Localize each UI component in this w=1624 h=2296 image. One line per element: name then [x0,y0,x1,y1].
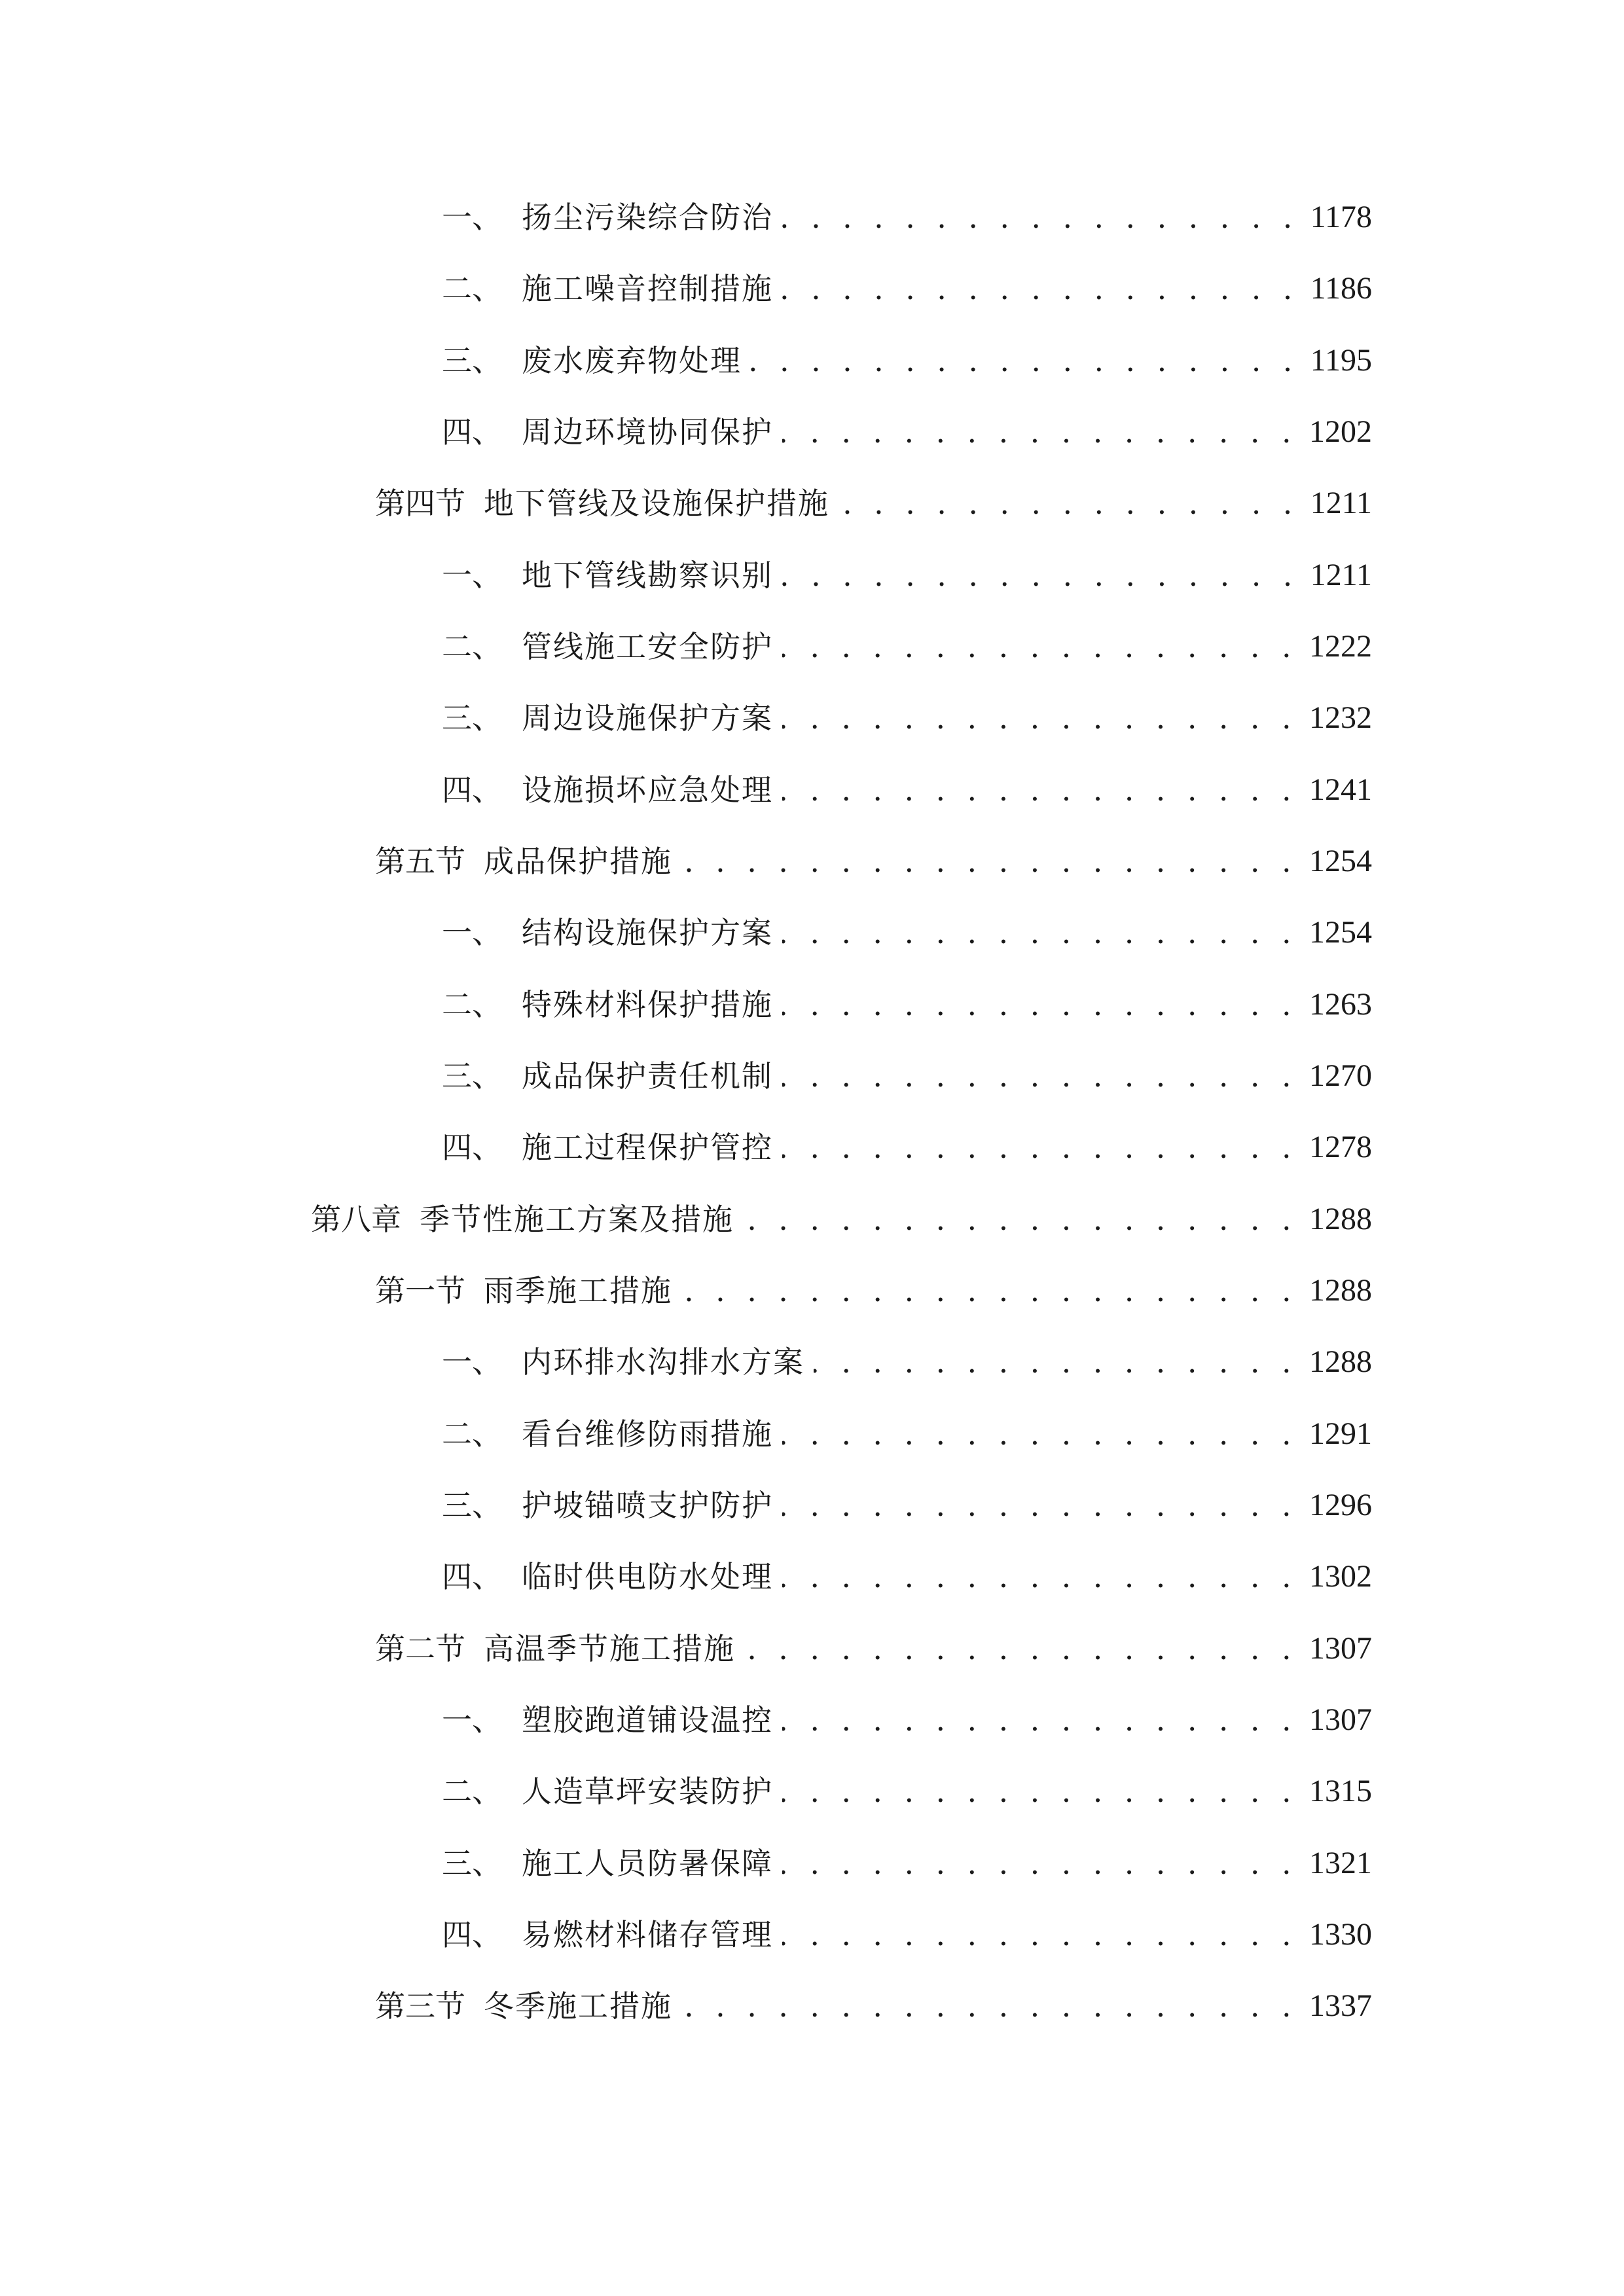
toc-entry[interactable] [442,266,1372,312]
toc-entry[interactable] [442,194,1372,240]
toc-entry-number: 四、 [442,1917,502,1952]
toc-entry-number: 三、 [442,343,502,378]
toc-dot-leader [744,1626,1297,1672]
toc-entry-title: 高温季节施工措施 [484,1631,735,1666]
toc-dot-leader [782,1053,1297,1099]
toc-entry-title: 施工人员防暑保障 [522,1846,773,1881]
toc-entry-page: 1270 [1309,1058,1372,1093]
toc-entry-number: 四、 [442,414,502,450]
toc-entry-page: 1321 [1309,1846,1372,1880]
toc-entry[interactable] [375,838,1372,884]
toc-dot-leader [782,1124,1297,1170]
toc-dot-leader [782,194,1299,240]
toc-entry-title: 易燃材料储存管理 [522,1917,773,1952]
toc-dot-leader [814,1339,1297,1385]
toc-dot-leader [782,910,1297,956]
toc-entry-title: 成品保护措施 [484,844,672,879]
toc-entry[interactable] [442,1411,1372,1457]
toc-entry-page: 1330 [1309,1917,1372,1952]
toc-entry-page: 1186 [1310,271,1372,306]
toc-entry-title: 周边环境协同保护 [522,414,773,450]
toc-entry-number: 二、 [442,271,502,306]
toc-entry[interactable] [442,338,1372,384]
toc-entry-title: 地下管线勘察识别 [522,558,773,593]
toc-entry[interactable] [442,910,1372,956]
toc-entry-page: 1278 [1309,1130,1372,1164]
toc-dot-leader [782,1411,1297,1457]
toc-entry-title: 特殊材料保护措施 [522,987,773,1022]
toc-entry-number: 一、 [442,1702,502,1738]
toc-dot-leader [782,1840,1297,1886]
toc-entry-number: 四、 [442,772,502,808]
toc-dot-leader [782,409,1297,455]
toc-entry-number: 二、 [442,1416,502,1452]
toc-entry-page: 1211 [1310,486,1372,520]
toc-dot-leader [782,1697,1297,1743]
toc-entry-title: 扬尘污染综合防治 [522,200,773,235]
toc-dot-leader [782,624,1297,670]
toc-entry-title: 地下管线及设施保护措施 [484,486,829,521]
toc-entry-number: 三、 [442,1846,502,1881]
toc-entry-number: 二、 [442,987,502,1022]
toc-entry[interactable] [442,624,1372,670]
toc-entry-page: 1254 [1309,915,1372,950]
toc-entry-title: 内环排水沟排水方案 [522,1344,804,1380]
toc-entry-number: 一、 [442,915,502,950]
toc-entry-title: 成品保护责任机制 [522,1058,773,1094]
toc-entry-page: 1291 [1309,1416,1372,1451]
toc-entry-title: 结构设施保护方案 [522,915,773,950]
toc-entry-page: 1254 [1309,844,1372,878]
toc-entry[interactable] [442,1912,1372,1958]
toc-entry-number: 第三节 [375,1988,465,2024]
toc-dot-leader [751,338,1299,384]
toc-entry[interactable] [442,1339,1372,1385]
toc-entry-page: 1222 [1309,629,1372,664]
toc-entry[interactable] [442,1840,1372,1886]
toc-entry-page: 1195 [1310,343,1372,378]
toc-dot-leader [782,1912,1297,1958]
toc-entry[interactable] [442,1124,1372,1170]
toc-entry[interactable] [442,1482,1372,1528]
toc-entry-page: 1288 [1309,1344,1372,1379]
toc-entry-number: 一、 [442,200,502,235]
toc-entry-page: 1288 [1309,1273,1372,1308]
toc-entry[interactable] [375,1983,1372,2029]
toc-dot-leader [782,266,1299,312]
toc-entry-page: 1296 [1309,1488,1372,1522]
toc-entry[interactable] [442,982,1372,1028]
toc-dot-leader [782,982,1297,1028]
toc-dot-leader [782,695,1297,741]
toc-dot-leader [681,1268,1297,1314]
toc-entry[interactable] [375,1268,1372,1314]
toc-entry-page: 1232 [1309,700,1372,735]
toc-entry-title: 雨季施工措施 [484,1273,672,1308]
toc-dot-leader [681,838,1297,884]
toc-entry-number: 三、 [442,1058,502,1094]
toc-dot-leader [782,1482,1297,1528]
toc-entry-page: 1315 [1309,1774,1372,1808]
toc-entry-number: 四、 [442,1559,502,1594]
toc-dot-leader [782,552,1299,598]
toc-entry[interactable] [442,767,1372,813]
toc-entry-title: 周边设施保护方案 [522,700,773,736]
toc-entry-title: 废水废弃物处理 [522,343,742,378]
toc-entry-page: 1202 [1309,414,1372,449]
toc-entry-number: 四、 [442,1130,502,1165]
toc-entry-page: 1288 [1309,1202,1372,1236]
toc-entry[interactable] [442,695,1372,741]
toc-entry-number: 第一节 [375,1273,465,1308]
toc-entry-number: 第八章 [311,1202,401,1237]
toc-entry-page: 1178 [1310,200,1372,234]
toc-entry[interactable] [442,1697,1372,1743]
toc-entry-title: 看台维修防雨措施 [522,1416,773,1452]
toc-entry-page: 1337 [1309,1988,1372,2023]
toc-dot-leader [782,1768,1297,1814]
toc-dot-leader [782,1554,1297,1600]
toc-entry-number: 一、 [442,1344,502,1380]
toc-entry-page: 1211 [1310,558,1372,592]
toc-entry-title: 季节性施工方案及措施 [420,1202,734,1237]
toc-entry-title: 施工噪音控制措施 [522,271,773,306]
toc-entry-title: 设施损坏应急处理 [522,772,773,808]
toc-entry-number: 三、 [442,1488,502,1523]
toc-entry-title: 管线施工安全防护 [522,629,773,664]
toc-dot-leader [743,1196,1297,1242]
toc-entry-title: 护坡锚喷支护防护 [522,1488,773,1523]
toc-dot-leader [839,480,1299,526]
toc-entry-title: 冬季施工措施 [484,1988,672,2024]
toc-entry-number: 第二节 [375,1631,465,1666]
toc-entry[interactable] [442,1053,1372,1099]
toc-entry-number: 三、 [442,700,502,736]
toc-entry-page: 1307 [1309,1631,1372,1666]
toc-entry-number: 第五节 [375,844,465,879]
toc-entry[interactable] [375,480,1372,526]
toc-entry-title: 临时供电防水处理 [522,1559,773,1594]
toc-dot-leader [681,1983,1297,2029]
toc-entry-page: 1307 [1309,1702,1372,1737]
toc-entry-page: 1263 [1309,987,1372,1022]
toc-entry[interactable] [311,1196,1372,1242]
toc-entry-number: 第四节 [375,486,465,521]
toc-dot-leader [782,767,1297,813]
toc-entry[interactable] [375,1626,1372,1672]
toc-entry[interactable] [442,1768,1372,1814]
toc-entry-page: 1241 [1309,772,1372,807]
toc-entry-number: 二、 [442,629,502,664]
toc-entry-page: 1302 [1309,1559,1372,1594]
toc-entry[interactable] [442,409,1372,455]
toc-entry-number: 二、 [442,1774,502,1809]
toc-entry[interactable] [442,1554,1372,1600]
toc-entry-title: 塑胶跑道铺设温控 [522,1702,773,1738]
toc-entry-title: 人造草坪安装防护 [522,1774,773,1809]
toc-entry-number: 一、 [442,558,502,593]
toc-entry[interactable] [442,552,1372,598]
toc-entry-title: 施工过程保护管控 [522,1130,773,1165]
